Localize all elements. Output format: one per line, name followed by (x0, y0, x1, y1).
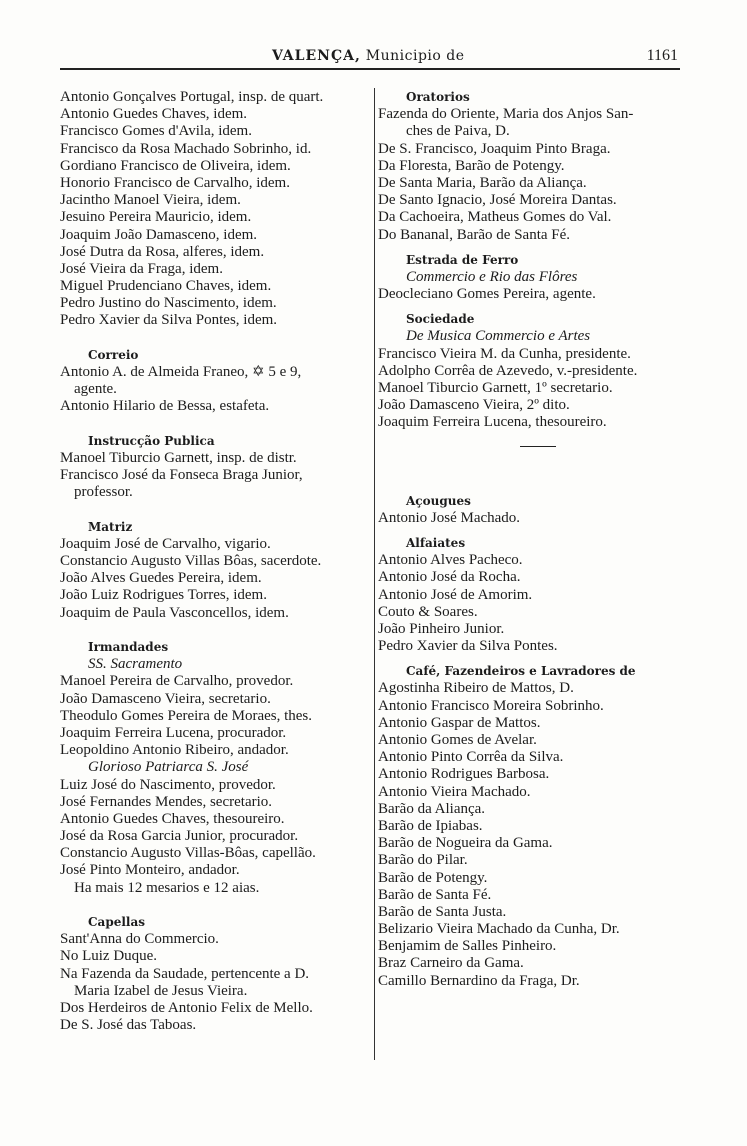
list-item: João Luiz Rodrigues Torres, idem. (60, 587, 267, 604)
section-heading-sociedade: Sociedade (406, 312, 475, 327)
list-item: Antonio Alves Pacheco. (378, 552, 523, 569)
list-item: José Dutra da Rosa, alferes, idem. (60, 243, 265, 260)
list-item: José Fernandes Mendes, secretario. (60, 793, 273, 810)
list-item: Antonio Gaspar de Mattos. (378, 714, 541, 731)
list-item: Joaquim Ferreira Lucena, procurador. (60, 724, 287, 741)
column-divider (374, 88, 375, 1060)
section-heading-oratorios: Oratorios (406, 90, 470, 104)
list-item: No Luiz Duque. (60, 948, 158, 965)
list-item: Gordiano Francisco de Oliveira, idem. (60, 157, 291, 174)
list-item: Jesuino Pereira Mauricio, idem. (60, 209, 252, 226)
list-item: José Pinto Monteiro, andador. (60, 862, 240, 879)
section-heading-irmandades: Irmandades (88, 640, 169, 654)
list-item: João Damasceno Vieira, 2º dito. (378, 397, 570, 414)
list-item: Antonio Vieira Machado. (378, 783, 531, 800)
list-item: Antonio Francisco Moreira Sobrinho. (378, 697, 604, 714)
section-heading-capellas: Capellas (88, 915, 145, 929)
subheading-patriarca: Glorioso Patriarca S. José (88, 759, 249, 776)
list-item: Braz Carneiro da Gama. (378, 955, 524, 972)
list-item: Na Fazenda da Saudade, pertencente a D. (60, 965, 310, 982)
list-item: Barão de Ipiabas. (378, 817, 483, 834)
right-column (378, 89, 698, 990)
running-title (272, 48, 465, 64)
list-item: Jacintho Manoel Vieira, idem. (60, 192, 241, 209)
running-title-rest: Municipio de (360, 48, 465, 64)
list-item: Constancio Augusto Villas Bôas, sacerdote. (60, 553, 322, 570)
inspectors-list (60, 89, 372, 330)
list-item: Barão da Aliança. (378, 800, 486, 817)
list-item: De S. Francisco, Joaquim Pinto Braga. (378, 140, 611, 157)
list-item: João Damasceno Vieira, secretario. (60, 690, 271, 707)
list-item: Antonio José da Rocha. (378, 569, 521, 586)
section-heading-correio: Correio (88, 347, 139, 362)
list-item: Leopoldino Antonio Ribeiro, andador. (60, 742, 289, 759)
list-item: Da Floresta, Barão de Potengy. (378, 157, 565, 174)
list-item: Manoel Tiburcio Garnett, insp. de distr. (60, 449, 297, 466)
list-item: José Vieira da Fraga, idem. (60, 260, 223, 277)
list-item: Pedro Xavier da Silva Pontes. (378, 638, 558, 655)
list-item: Honorio Francisco de Carvalho, idem. (60, 174, 290, 191)
list-item: Sant'Anna do Commercio. (60, 931, 219, 948)
list-item: Antonio Hilario de Bessa, estafeta. (60, 398, 270, 415)
list-item: Agostinha Ribeiro de Mattos, D. (378, 680, 574, 697)
list-item: Barão de Santa Justa. (378, 903, 507, 920)
list-item: Barão de Nogueira da Gama. (378, 835, 553, 852)
list-item: Pedro Justino do Nascimento, idem. (60, 295, 277, 312)
subheading-sacramento: SS. Sacramento (88, 656, 183, 673)
list-item: José da Rosa Garcia Junior, procurador. (60, 828, 299, 845)
subheading-sociedade: De Musica Commercio e Artes (406, 328, 591, 345)
section-divider (520, 446, 556, 447)
section-heading-instrucao: Instrucção Publica (88, 433, 215, 448)
list-item: Francisco José da Fonseca Braga Junior, (60, 467, 303, 484)
list-item: Joaquim de Paula Vasconcellos, idem. (60, 604, 289, 621)
section-heading-matriz: Matriz (88, 519, 133, 534)
list-item: Theodulo Gomes Pereira de Moraes, thes. (60, 707, 313, 724)
subheading-estrada: Commercio e Rio das Flôres (406, 268, 578, 285)
list-item: Deocleciano Gomes Pereira, agente. (378, 286, 596, 303)
list-item: Manoel Tiburcio Garnett, 1º secretario. (378, 380, 613, 396)
list-item: Antonio Gomes de Avelar. (378, 732, 537, 748)
list-item: Do Bananal, Barão de Santa Fé. (378, 226, 571, 243)
list-item-continuation: ches de Paiva, D. (406, 123, 510, 140)
list-item: Francisco Vieira M. da Cunha, presidente. (378, 345, 631, 362)
page-number: 1161 (646, 47, 678, 64)
list-item-continuation: agente. (74, 381, 117, 398)
list-item: Antonio José Machado. (378, 509, 521, 526)
list-item: Dos Herdeiros de Antonio Felix de Mello. (60, 999, 313, 1016)
list-item: João Alves Guedes Pereira, idem. (60, 570, 262, 587)
list-item-continuation: Maria Izabel de Jesus Vieira. (74, 982, 248, 999)
list-item: Luiz José do Nascimento, provedor. (60, 776, 276, 793)
list-item: Barão de Potengy. (378, 869, 488, 886)
list-item: Joaquim Ferreira Lucena, thesoureiro. (378, 414, 607, 431)
list-item: Antonio Guedes Chaves, thesoureiro. (60, 810, 285, 827)
list-item: Pedro Xavier da Silva Pontes, idem. (60, 312, 278, 329)
list-item: Joaquim João Damasceno, idem. (60, 226, 258, 243)
list-item: João Pinheiro Junior. (378, 620, 505, 637)
section-heading-cafe: Café, Fazendeiros e Lavradores de (406, 664, 636, 679)
list-item: Constancio Augusto Villas-Bôas, capellão. (60, 845, 316, 862)
list-item: Barão do Pilar. (378, 852, 468, 869)
list-item: Joaquim José de Carvalho, vigario. (60, 535, 271, 552)
list-item: Antonio José de Amorim. (378, 586, 533, 603)
list-item: Antonio Guedes Chaves, idem. (60, 106, 248, 123)
section-heading-estrada: Estrada de Ferro (406, 252, 519, 267)
list-item: Barão de Santa Fé. (378, 886, 492, 903)
list-item: Camillo Bernardino da Fraga, Dr. (378, 972, 580, 989)
list-item: Couto & Soares. (378, 603, 478, 620)
list-item: Adolpho Corrêa de Azevedo, v.-presidente. (378, 362, 638, 379)
left-column (60, 89, 372, 1034)
section-heading-acougues: Açougues (406, 493, 471, 508)
list-item: Miguel Prudenciano Chaves, idem. (60, 278, 272, 295)
list-item: Francisco Gomes d'Avila, idem. (60, 123, 252, 140)
page-header (60, 46, 680, 70)
list-item: Antonio Pinto Corrêa da Silva. (378, 749, 564, 766)
list-item: Belizario Vieira Machado da Cunha, Dr. (378, 921, 620, 938)
list-item: Da Cachoeira, Matheus Gomes do Val. (378, 209, 612, 226)
section-heading-alfaiates: Alfaiates (406, 535, 466, 550)
running-title-place: VALENÇA, (272, 48, 361, 64)
list-item: De Santa Maria, Barão da Aliança. (378, 174, 587, 191)
list-item: De S. José das Taboas. (60, 1017, 197, 1034)
list-item-continuation: professor. (74, 484, 133, 501)
list-item: Antonio Gonçalves Portugal, insp. de quart. (60, 89, 324, 105)
list-item: Fazenda do Oriente, Maria dos Anjos San- (378, 106, 634, 123)
list-item: Francisco da Rosa Machado Sobrinho, id. (60, 140, 312, 157)
note-line: Ha mais 12 mesarios e 12 aias. (74, 879, 260, 896)
list-item: De Santo Ignacio, José Moreira Dantas. (378, 192, 617, 209)
list-item: Manoel Pereira de Carvalho, provedor. (60, 673, 294, 690)
list-item: Antonio A. de Almeida Franeo, ✡ 5 e 9, (60, 364, 302, 380)
list-item: Benjamim de Salles Pinheiro. (378, 938, 557, 955)
list-item: Antonio Rodrigues Barbosa. (378, 766, 550, 783)
